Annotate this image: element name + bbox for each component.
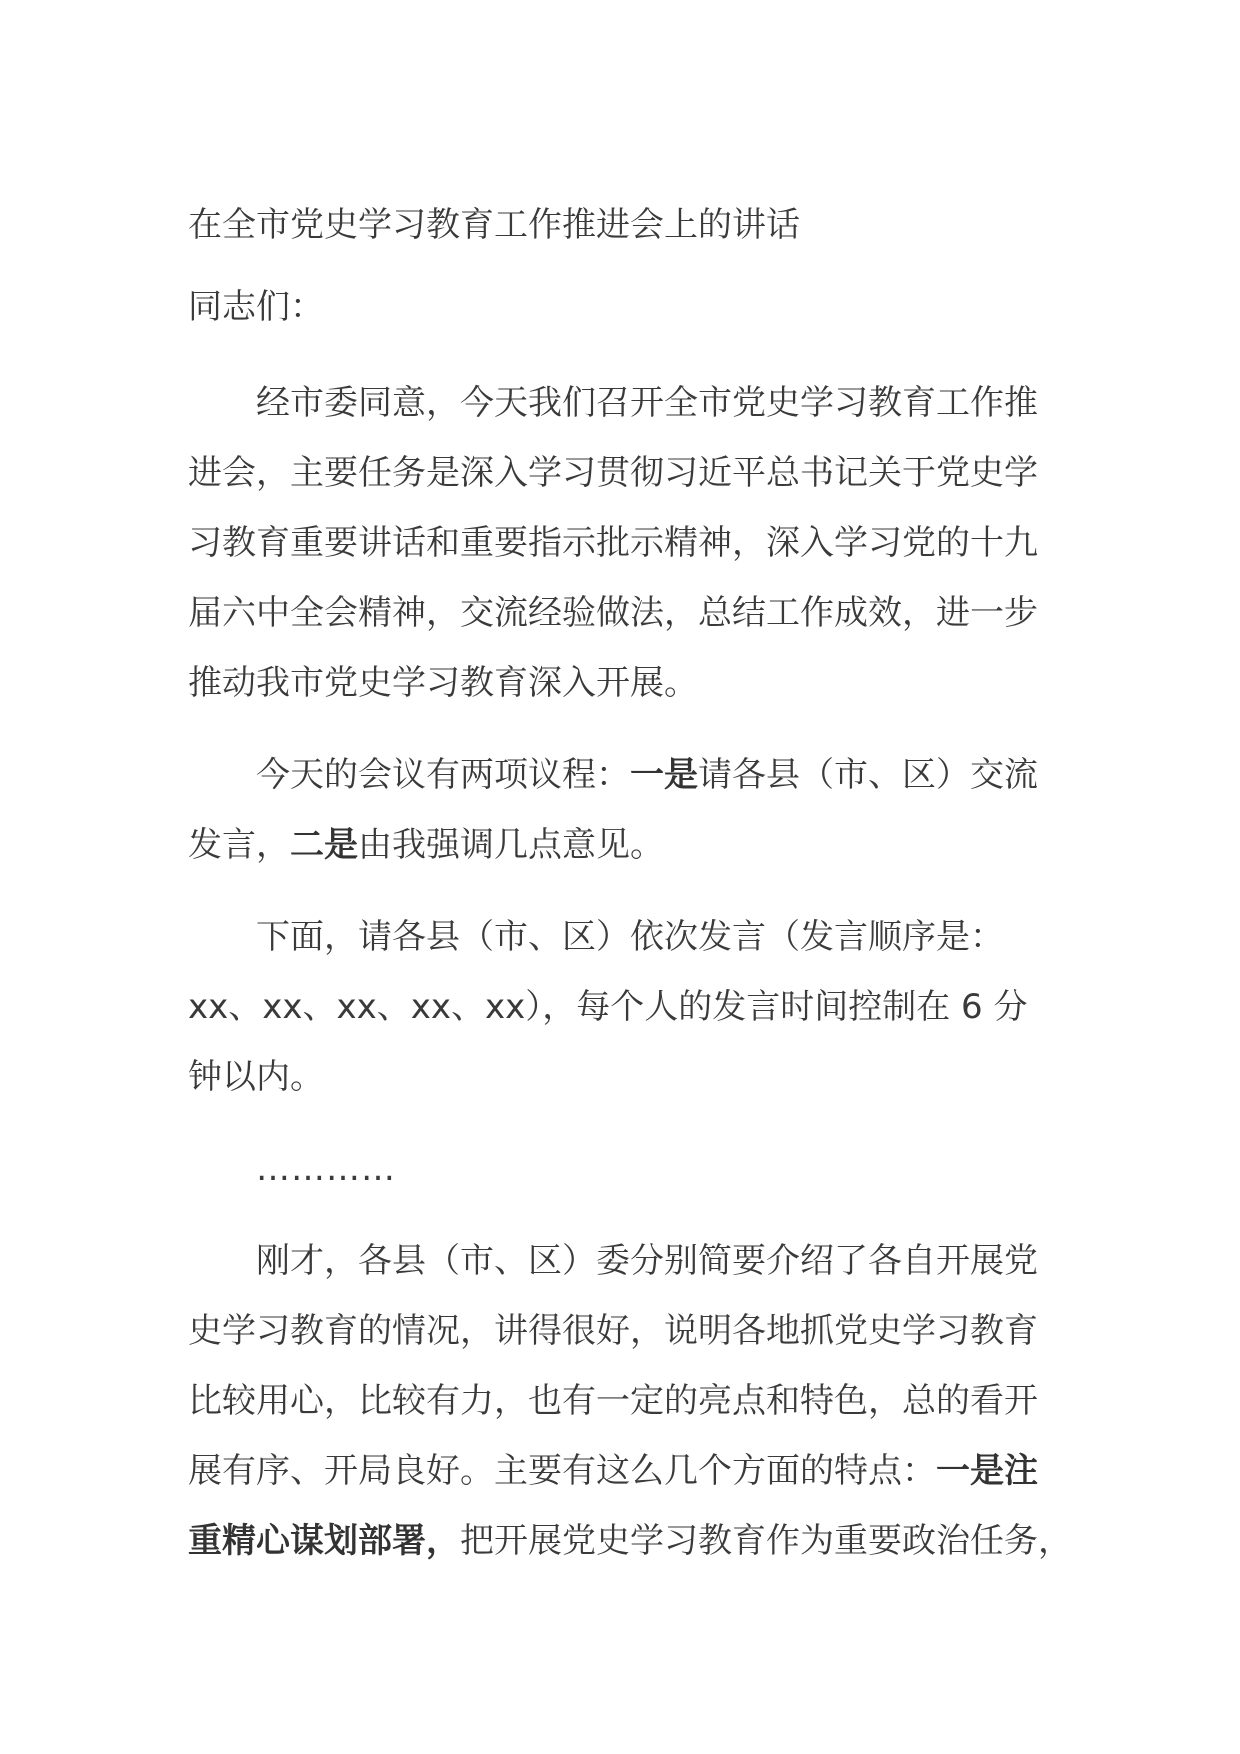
paragraph-line bbox=[188, 740, 1088, 810]
paragraph-3 bbox=[188, 902, 1088, 1112]
text-run: 今天的会议有两项议程： bbox=[256, 755, 630, 795]
paragraph-line: 习教育重要讲话和重要指示批示精神，深入学习党的十九 bbox=[188, 523, 1038, 563]
text-run: 发言， bbox=[188, 825, 290, 865]
document-body bbox=[188, 198, 1088, 1598]
paragraph-line: xx、xx、xx、xx、xx），每个人的发言时间控制在 6 分 bbox=[188, 987, 1028, 1027]
paragraph-line bbox=[188, 1436, 1088, 1506]
paragraph-line: 刚才，各县（市、区）委分别简要介绍了各自开展党 bbox=[256, 1241, 1038, 1281]
emphasis-text: 二是 bbox=[290, 825, 358, 865]
paragraph-1 bbox=[188, 368, 1088, 718]
paragraph-line bbox=[188, 1506, 1088, 1576]
emphasis-text: 一是注 bbox=[936, 1451, 1038, 1491]
paragraph-line: 经市委同意，今天我们召开全市党史学习教育工作推 bbox=[256, 383, 1038, 423]
emphasis-text: 重精心谋划部署， bbox=[188, 1521, 460, 1561]
paragraph-line: 进会，主要任务是深入学习贯彻习近平总书记关于党史学 bbox=[188, 453, 1038, 493]
paragraph-line: 钟以内。 bbox=[188, 1057, 324, 1097]
text-run: 请各县（市、区）交流 bbox=[698, 755, 1038, 795]
text-run: 展有序、开局良好。主要有这么几个方面的特点： bbox=[188, 1451, 936, 1491]
paragraph-line: 比较用心，比较有力，也有一定的亮点和特色，总的看开 bbox=[188, 1381, 1038, 1421]
paragraph-line: 史学习教育的情况，讲得很好，说明各地抓党史学习教育 bbox=[188, 1311, 1038, 1351]
paragraph-line: 下面，请各县（市、区）依次发言（发言顺序是： bbox=[256, 917, 1004, 957]
salutation: 同志们： bbox=[188, 287, 324, 327]
paragraph-line: 届六中全会精神，交流经验做法，总结工作成效，进一步 bbox=[188, 593, 1038, 633]
paragraph-4 bbox=[188, 1226, 1088, 1576]
text-run: 由我强调几点意见。 bbox=[358, 825, 664, 865]
paragraph-line: 推动我市党史学习教育深入开展。 bbox=[188, 663, 698, 703]
paragraph-2 bbox=[188, 740, 1088, 880]
paragraph-line bbox=[188, 810, 1088, 880]
ellipsis-separator: ………… bbox=[256, 1149, 396, 1189]
document-title: 在全市党史学习教育工作推进会上的讲话 bbox=[188, 205, 800, 245]
text-run: 把开展党史学习教育作为重要政治任务， bbox=[460, 1521, 1072, 1561]
emphasis-text: 一是 bbox=[630, 755, 698, 795]
